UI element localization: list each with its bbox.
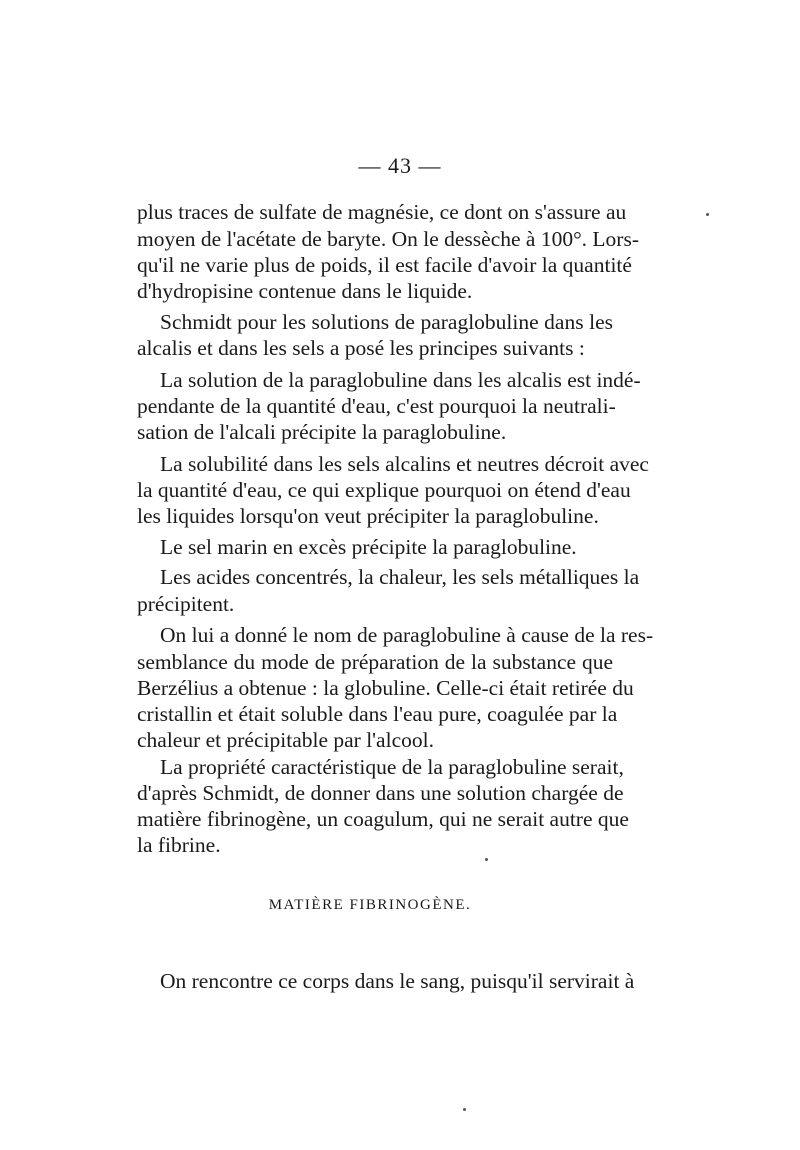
text-line: la quantité d'eau, ce qui explique pourquoi on étend d'eau (137, 478, 631, 502)
scan-speck (706, 213, 709, 216)
text-line: cristallin et était soluble dans l'eau pure, coagulée par la (137, 702, 618, 726)
text-line: La solubilité dans les sels alcalins et neutres décroit avec (160, 452, 649, 476)
page-number: — 43 — (358, 153, 442, 178)
text-line: la fibrine. (137, 833, 221, 857)
scan-speck (463, 1108, 466, 1111)
text-line: d'après Schmidt, de donner dans une solution chargée de (137, 781, 624, 805)
section-heading: MATIÈRE FIBRINOGÈNE. (268, 897, 472, 913)
text-line: chaleur et précipitable par l'alcool. (137, 728, 434, 752)
text-line: Le sel marin en excès précipite la paraglobuline. (160, 535, 577, 559)
text-line: plus traces de sulfate de magnésie, ce dont on s'assure au (137, 200, 627, 224)
scan-speck (485, 858, 488, 861)
text-line: alcalis et dans les sels a posé les principes suivants : (137, 336, 585, 360)
text-line: qu'il ne varie plus de poids, il est facile d'avoir la quantité (137, 253, 632, 277)
text-line: Les acides concentrés, la chaleur, les sels métalliques la (160, 565, 640, 589)
text-line: moyen de l'acétate de baryte. On le dessèche à 100°. Lors- (137, 227, 639, 251)
text-line: les liquides lorsqu'on veut précipiter la paraglobuline. (137, 504, 599, 528)
text-line: sation de l'alcali précipite la paraglobuline. (137, 420, 507, 444)
text-line: pendante de la quantité d'eau, c'est pourquoi la neutrali- (137, 394, 616, 418)
text-line: matière fibrinogène, un coagulum, qui ne serait autre que (137, 807, 629, 831)
text-line: On rencontre ce corps dans le sang, puisqu'il servirait à (160, 969, 635, 993)
text-line: La solution de la paraglobuline dans les alcalis est indé- (160, 368, 641, 392)
text-line: précipitent. (137, 592, 235, 616)
text-line: Berzélius a obtenue : la globuline. Celle-ci était retirée du (137, 676, 634, 700)
text-line: d'hydropisine contenue dans le liquide. (137, 279, 473, 303)
text-line: semblance du mode de préparation de la substance que (137, 650, 613, 674)
text-line: On lui a donné le nom de paraglobuline à cause de la res- (160, 623, 654, 647)
text-line: Schmidt pour les solutions de paraglobuline dans les (160, 310, 613, 334)
text-line: La propriété caractéristique de la paraglobuline serait, (160, 755, 624, 779)
